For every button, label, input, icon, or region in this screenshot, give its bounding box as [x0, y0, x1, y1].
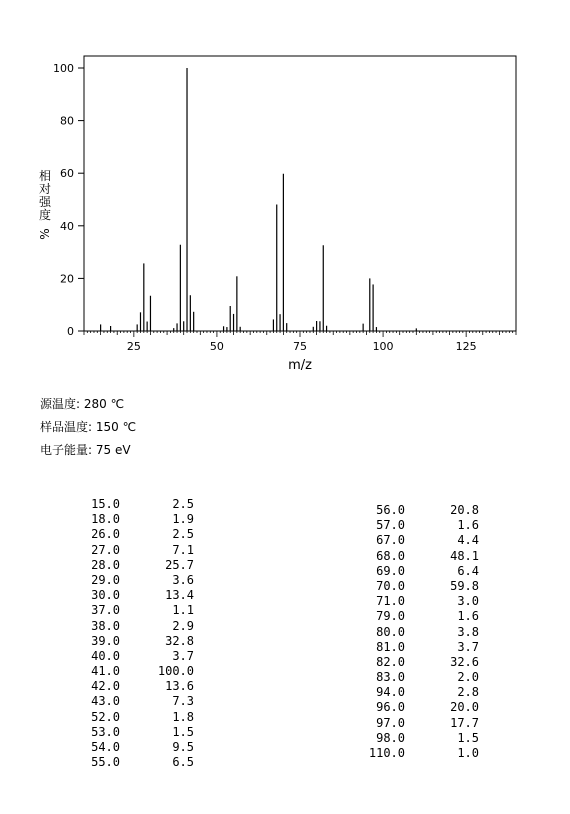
mz-value: 42.0	[91, 679, 120, 694]
intensity-value: 3.7	[172, 648, 194, 663]
mz-value: 97.0	[376, 715, 405, 730]
mz-value: 43.0	[91, 694, 120, 709]
x-axis-label: m/z	[288, 358, 312, 373]
table-row	[60, 634, 200, 649]
mz-value: 30.0	[91, 588, 120, 603]
intensity-value: 17.7	[450, 715, 479, 730]
intensity-value: 2.0	[457, 670, 479, 685]
table-row	[345, 579, 485, 594]
intensity-value: 32.8	[165, 633, 194, 648]
y-tick-label: 40	[60, 219, 74, 233]
table-row	[345, 731, 485, 746]
table-row	[60, 725, 200, 740]
table-row	[60, 694, 200, 709]
table-row	[345, 503, 485, 518]
electron-energy: 电子能量: 75 eV	[40, 443, 131, 457]
intensity-value: 1.0	[457, 746, 479, 760]
table-row	[60, 558, 200, 573]
y-tick-label: 80	[60, 114, 74, 128]
intensity-value: 6.4	[457, 563, 479, 578]
mz-value: 82.0	[376, 654, 405, 669]
y-tick-label: 60	[60, 167, 74, 181]
x-tick-label: 100	[372, 340, 394, 353]
x-tick-label: 50	[209, 340, 224, 353]
intensity-value: 9.5	[172, 740, 194, 754]
mz-value: 29.0	[91, 572, 120, 587]
mz-value: 54.0	[91, 740, 120, 754]
peak-table-right	[345, 503, 485, 761]
intensity-value: 7.1	[172, 542, 194, 557]
table-row	[345, 533, 485, 548]
mz-value: 81.0	[376, 639, 405, 654]
table-row	[345, 609, 485, 624]
source-temperature: 源温度: 280 ℃	[40, 397, 125, 411]
mz-value: 56.0	[376, 503, 405, 517]
intensity-value: 1.1	[172, 603, 194, 618]
mz-value: 94.0	[376, 685, 405, 700]
mz-value: 40.0	[91, 648, 120, 663]
mz-value: 55.0	[91, 755, 120, 770]
mz-value: 15.0	[91, 497, 120, 511]
intensity-value: 48.1	[450, 548, 479, 563]
table-row	[60, 588, 200, 603]
intensity-value: 100.0	[157, 664, 194, 679]
table-row	[345, 625, 485, 640]
intensity-value: 3.7	[457, 639, 479, 654]
table-row	[345, 549, 485, 564]
mz-value: 53.0	[91, 724, 120, 739]
table-row	[60, 619, 200, 634]
spectrum-bars	[101, 68, 417, 331]
table-row	[60, 679, 200, 694]
intensity-value: 3.6	[172, 572, 194, 587]
y-label-unit: %	[38, 228, 52, 240]
table-row	[60, 649, 200, 664]
intensity-value: 59.8	[450, 578, 479, 593]
table-row	[345, 700, 485, 715]
mz-value: 26.0	[91, 527, 120, 542]
table-row	[345, 746, 485, 761]
mz-value: 41.0	[91, 664, 120, 679]
mz-value: 39.0	[91, 633, 120, 648]
x-tick-label: 75	[293, 340, 307, 353]
y-label-char: 强	[38, 195, 52, 209]
intensity-value: 3.8	[457, 624, 479, 639]
mz-value: 38.0	[91, 618, 120, 633]
y-label-char: 度	[38, 208, 52, 222]
table-row	[60, 710, 200, 725]
table-row	[60, 543, 200, 558]
peak-table-left	[60, 497, 200, 770]
mz-value: 98.0	[376, 730, 405, 745]
intensity-value: 2.5	[172, 497, 194, 511]
mz-value: 67.0	[376, 533, 405, 548]
table-row	[345, 564, 485, 579]
mz-value: 37.0	[91, 603, 120, 618]
mz-value: 70.0	[376, 578, 405, 593]
intensity-value: 13.6	[165, 679, 194, 694]
intensity-value: 2.8	[457, 685, 479, 700]
intensity-value: 32.6	[450, 654, 479, 669]
y-axis-ticks	[53, 62, 84, 338]
table-row	[345, 518, 485, 533]
intensity-value: 1.5	[457, 730, 479, 745]
mz-value: 80.0	[376, 624, 405, 639]
intensity-value: 20.8	[450, 503, 479, 517]
mz-value: 27.0	[91, 542, 120, 557]
intensity-value: 2.5	[172, 527, 194, 542]
table-row	[60, 573, 200, 588]
mz-value: 68.0	[376, 548, 405, 563]
mz-value: 96.0	[376, 700, 405, 715]
table-row	[345, 685, 485, 700]
plot-frame	[84, 56, 516, 331]
mz-value: 28.0	[91, 557, 120, 572]
intensity-value: 25.7	[165, 557, 194, 572]
x-tick-label: 25	[126, 340, 141, 353]
mz-value: 83.0	[376, 670, 405, 685]
table-row	[345, 670, 485, 685]
table-row	[345, 716, 485, 731]
mz-value: 71.0	[376, 594, 405, 609]
mz-value: 52.0	[91, 709, 120, 724]
intensity-value: 1.5	[172, 724, 194, 739]
intensity-value: 13.4	[165, 588, 194, 603]
y-axis-label	[38, 168, 52, 240]
intensity-value: 6.5	[172, 755, 194, 770]
mz-value: 18.0	[91, 512, 120, 527]
sample-temperature: 样品温度: 150 ℃	[40, 420, 137, 434]
table-row	[60, 512, 200, 527]
intensity-value: 4.4	[457, 533, 479, 548]
intensity-value: 1.6	[457, 518, 479, 533]
table-row	[345, 640, 485, 655]
mass-spectrum-chart	[0, 0, 570, 380]
table-row	[60, 755, 200, 770]
intensity-value: 20.0	[450, 700, 479, 715]
table-row	[60, 740, 200, 755]
intensity-value: 7.3	[172, 694, 194, 709]
mz-value: 69.0	[376, 563, 405, 578]
mz-value: 110.0	[368, 746, 405, 760]
table-row	[345, 594, 485, 609]
y-tick-label: 20	[60, 272, 74, 286]
intensity-value: 1.6	[457, 609, 479, 624]
x-tick-label: 125	[455, 340, 477, 353]
mz-value: 79.0	[376, 609, 405, 624]
table-row	[60, 603, 200, 618]
y-tick-label: 0	[67, 325, 74, 338]
y-label-char: 相	[38, 169, 52, 183]
table-row	[345, 655, 485, 670]
mz-value: 57.0	[376, 518, 405, 533]
table-row	[60, 527, 200, 542]
intensity-value: 3.0	[457, 594, 479, 609]
intensity-value: 1.8	[172, 709, 194, 724]
table-row	[60, 664, 200, 679]
intensity-value: 2.9	[172, 618, 194, 633]
intensity-value: 1.9	[172, 512, 194, 527]
table-row	[60, 497, 200, 512]
y-label-char: 对	[38, 182, 52, 196]
x-axis-ticks	[84, 331, 516, 353]
y-tick-label: 100	[53, 62, 74, 75]
